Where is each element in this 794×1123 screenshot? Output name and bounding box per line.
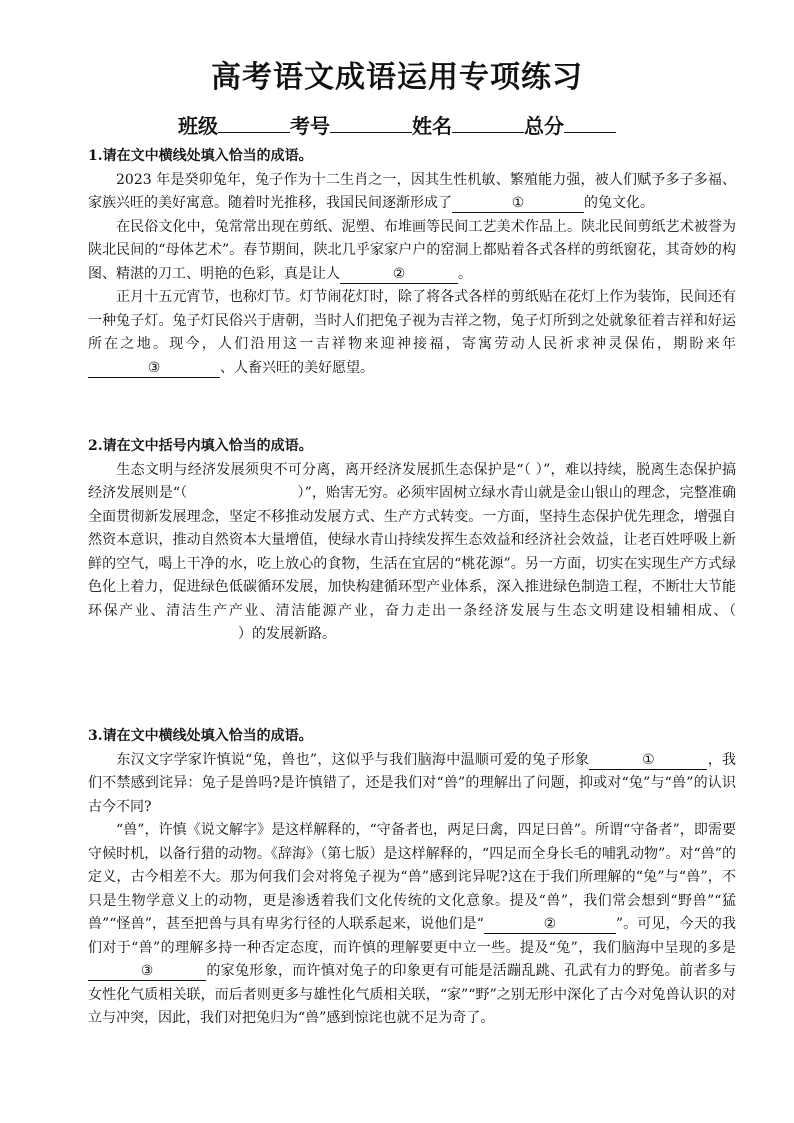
question-3-paragraph-2 [88,819,736,1031]
question-2 [88,435,736,647]
name-field[interactable] [452,112,524,133]
question-1-heading: 1.请在文中横线处填入恰当的成语。 [88,148,313,164]
question-3-paragraph-1 [88,749,736,820]
q2-text-1b: ）”，贻害无穷。必须牢固树立绿水青山就是金山银山的理念，完整准确全面贯彻新发展理念，坚定不移推动发展方式、生产方式转变。一方面，坚持生态保护优先理念，增强自然资本意识，推动自然资本大量增值，使绿水青山持续发挥生态效益和经济社会效益，让老百姓呼吸上新鲜的空气，喝上干净的水，吃上放心的食物，生活在宜居的“桃花源”。另一方面，切实在实现生产方式绿色化上着力，促进绿色低碳循环发展，加快构建循环型产业体系，深入推进绿色制造工程，不断壮大节能环保产业、清洁生产产业、清洁能源产业，奋力走出一条经济发展与生态文明建设相辅相成、（ [88,485,736,619]
student-info-line [0,112,794,139]
score-field[interactable] [564,112,616,133]
q3-text-2c: 的家兔形象，而许慎对兔子的印象更有可能是活蹦乱跳、孔武有力的野兔。前者多与女性化气质相关联，而后者则更多与雄性化气质相关联，“家”“野”之别无形中深化了古今对兔兽认识的对立与冲突，因此，我们对把兔归为“兽”感到惊诧也就不足为奇了。 [88,963,736,1026]
exam-no-label: 考号 [290,114,330,138]
q3-blank-1[interactable]: ① [589,752,707,770]
question-3 [88,725,736,1031]
page-title: 高考语文成语运用专项练习 [211,60,583,95]
q3-blank-3[interactable]: ③ [88,963,206,981]
score-label: 总分 [524,114,564,138]
q3-text-2a: “兽”，许慎《说文解字》是这样解释的，“守备者也，两足曰禽，四足曰兽”。所谓“守备者”，即需要守候时机，以备行猎的动物。《辞海》（第七版）是这样解释的，“四足而全身长毛的哺乳动物”。对“兽”的定义，古今相差不大。那为何我们会对将兔子视为“兽”感到诧异呢?这在于我们所理解的“兔”与“兽”，不只是生物学意义上的动物，更是渗透着我们文化传统的文化意象。提及“兽”，我们常会想到“野兽”“猛兽”“怪兽”，甚至把兽与具有卑劣行径的人联系起来，说他们是“ [88,822,736,932]
question-1-paragraph-3 [88,286,736,380]
q1-text-3b: 、人畜兴旺的美好愿望。 [220,359,374,376]
q1-text-1b: 的兔文化。 [584,195,654,211]
q1-text-2b: 。 [458,265,472,282]
q3-text-1a: 东汉文字学家许慎说“兔，兽也”，这似乎与我们脑海中温顺可爱的兔子形象 [116,751,590,768]
q1-text-3a: 正月十五元宵节，也称灯节。灯节闹花灯时，除了将各式各样的剪纸贴在花灯上作为装饰，民间还有一种兔子灯。兔子灯民俗兴于唐朝，当时人们把兔子视为吉祥之物，兔子灯所到之处就象征着吉祥和好运所在之地。现今，人们沿用这一吉祥物来迎神接福，寄寓劳动人民祈求神灵保佑，期盼来年 [88,289,736,352]
q1-blank-3[interactable]: ③ [88,360,220,378]
q2-text-1c: ）的发展新路。 [238,626,336,642]
q3-text-2b: ”。可见，今天的我们对于“兽”的理解多持一种否定态度，而许慎的理解要更中立一些。提及“兔”，我们脑海中呈现的多是 [88,916,736,956]
name-label: 姓名 [412,114,452,138]
class-label: 班级 [178,114,218,138]
q1-blank-2[interactable]: ② [340,266,458,284]
q1-blank-1[interactable]: ① [452,195,584,213]
q3-blank-2[interactable]: ② [484,916,616,934]
question-1 [88,145,736,380]
q2-text-1a: 生态文明与经济发展须臾不可分离，离开经济发展抓生态保护是“（ ）”，难以持续，脱离生态保护搞经济发展则是“（ [88,461,736,501]
exam-no-field[interactable] [330,112,412,133]
question-3-heading: 3.请在文中横线处填入恰当的成语。 [88,728,313,744]
q3-text-1b: ，我们不禁感到诧异：兔子是兽吗?是许慎错了，还是我们对“兽”的理解出了问题，抑或对“兔”与“兽”的认识古今不同? [88,751,737,815]
class-field[interactable] [218,112,290,133]
question-2-heading: 2.请在文中括号内填入恰当的成语。 [88,438,313,454]
question-2-paragraph-1 [88,459,736,647]
question-1-paragraph-1 [88,169,736,216]
q1-text-2a: 在民俗文化中，兔常常出现在剪纸、泥塑、布堆画等民间工艺美术作品上。陕北民间剪纸艺术被誉为陕北民间的“母体艺术”。春节期间，陕北几乎家家户户的窑洞上都贴着各式各样的剪纸窗花，其奇妙的构图、精湛的刀工、明艳的色彩，真是让人 [88,218,736,282]
question-1-paragraph-2 [88,216,736,287]
q1-text-1a: 2023 年是癸卯兔年，兔子作为十二生肖之一，因其生性机敏、繁殖能力强，被人们赋予多子多福、家族兴旺的美好寓意。随着时光推移，我国民间逐渐形成了 [88,171,736,211]
